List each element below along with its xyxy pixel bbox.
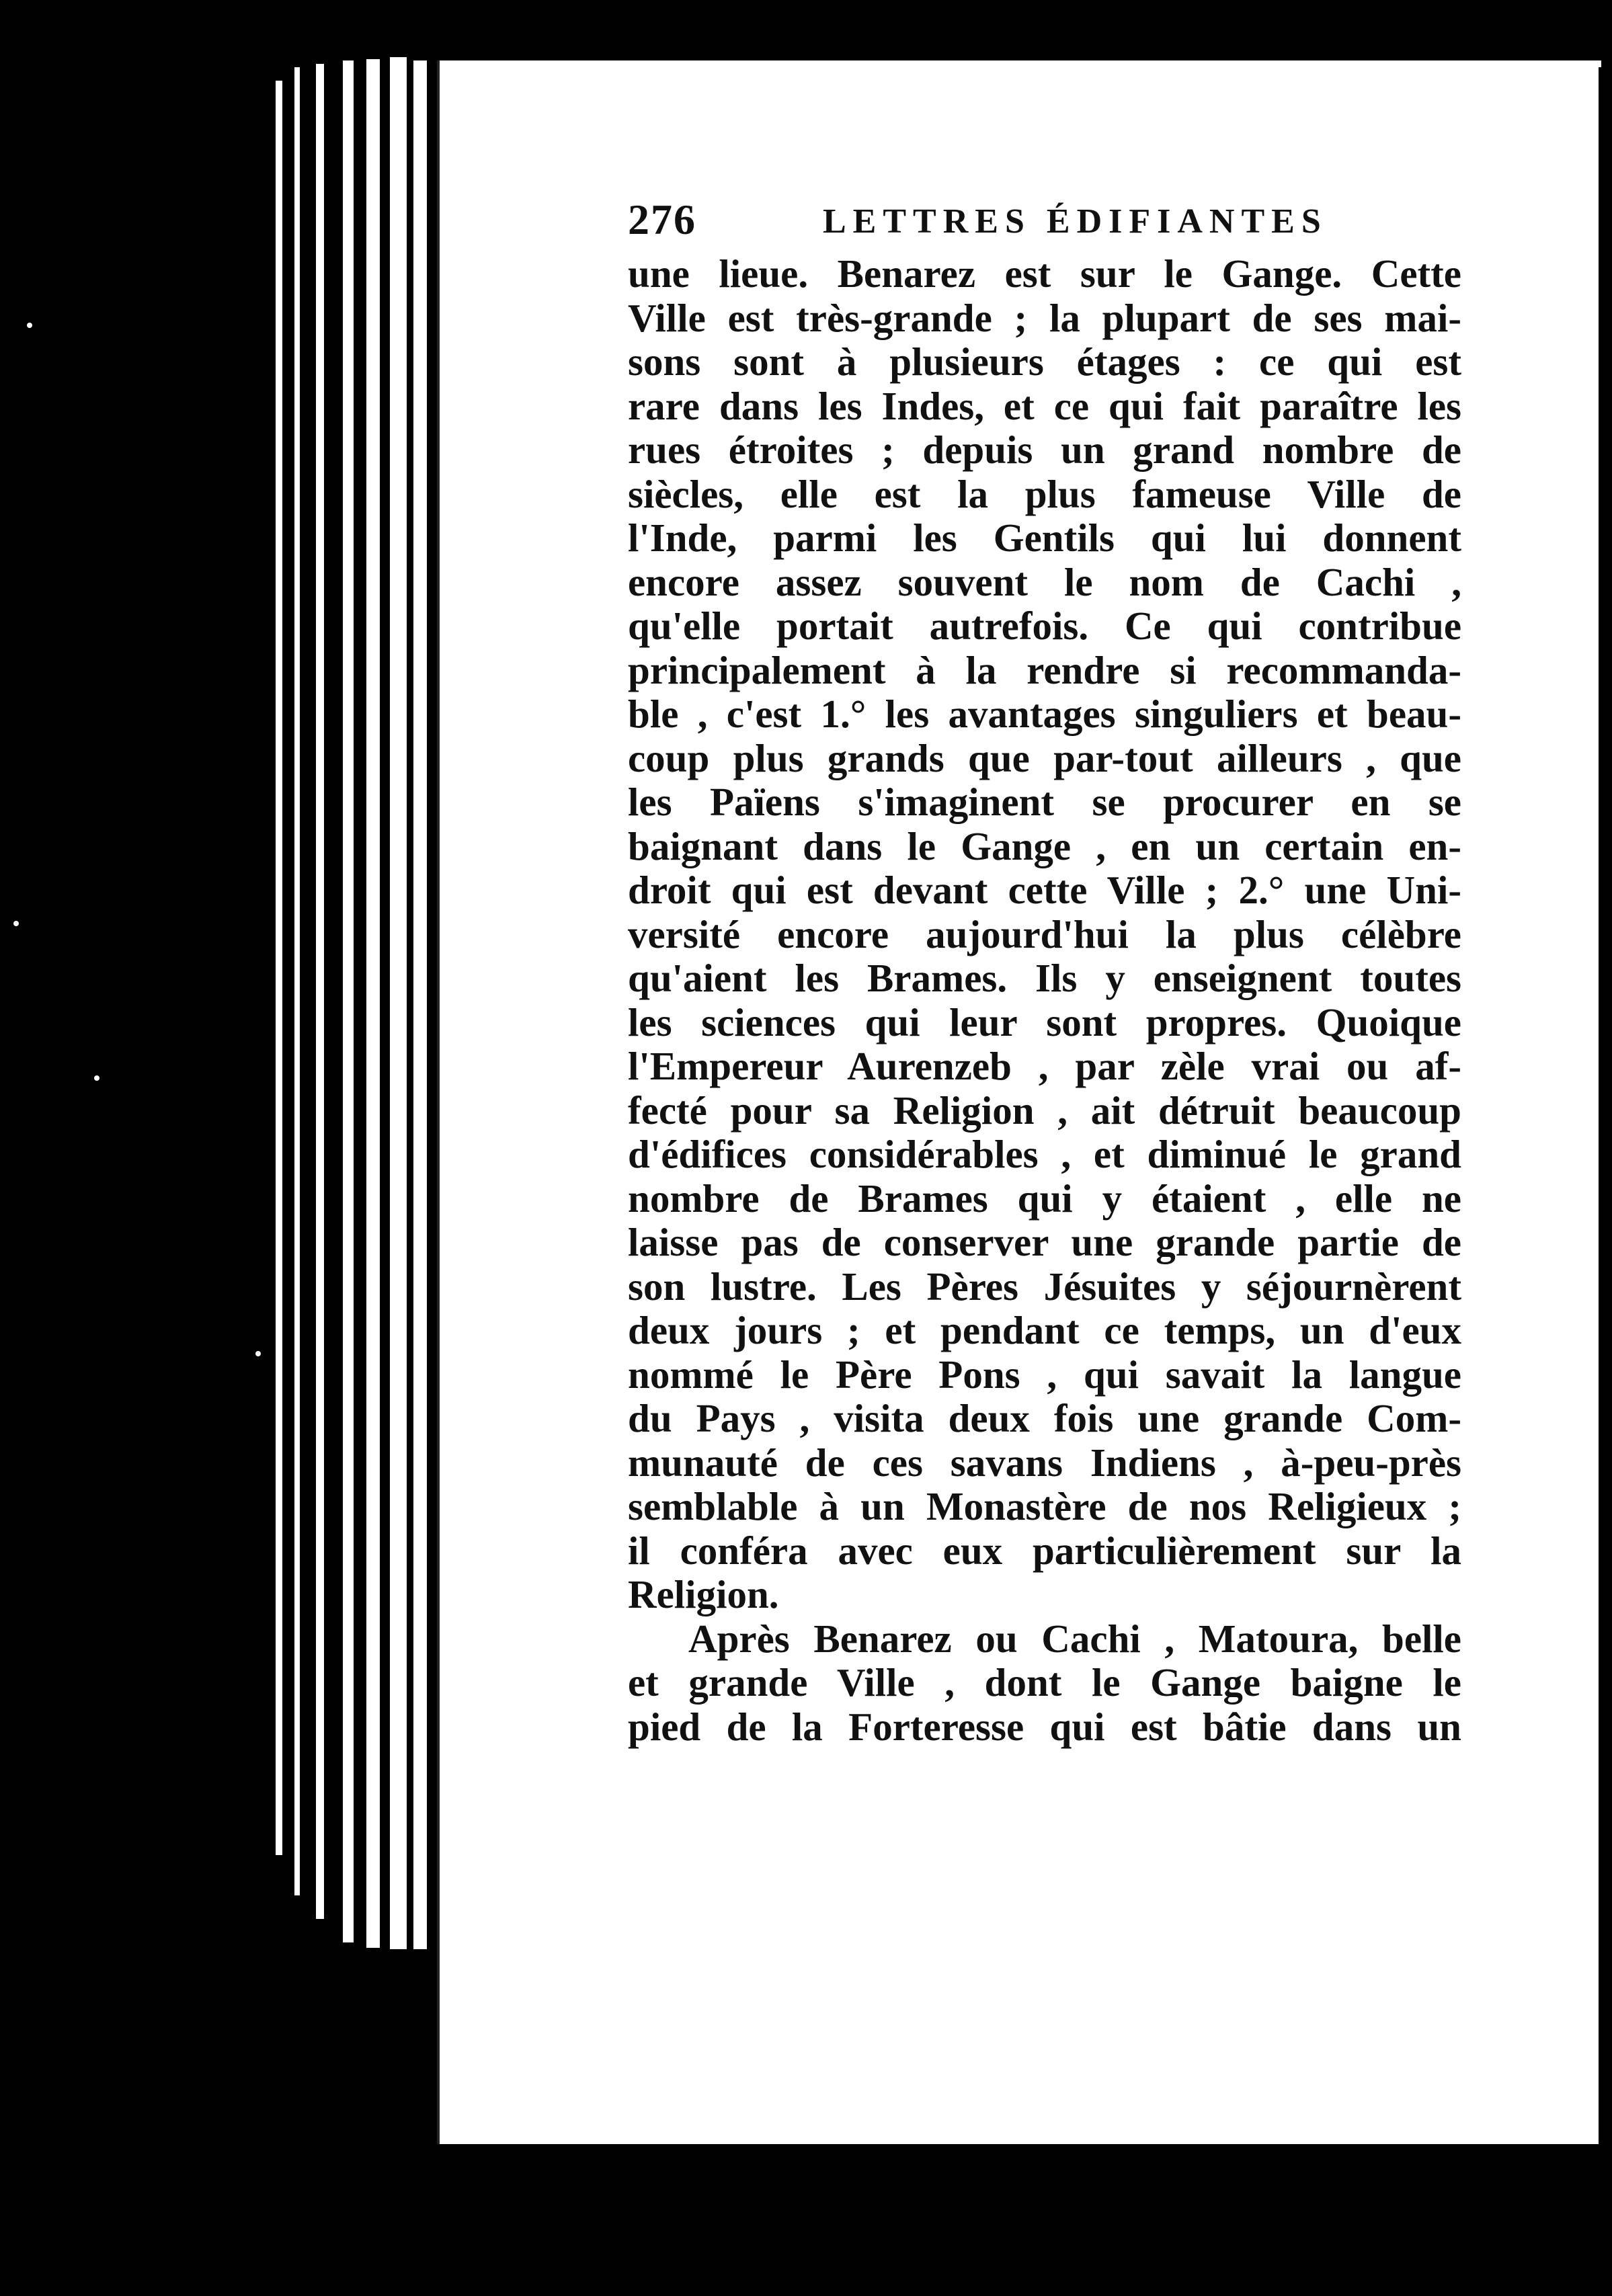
text-line: baignant dans le Gange , en un certain en- — [628, 823, 1461, 868]
text-line: coup plus grands que par-tout ailleurs , que — [628, 735, 1461, 780]
text-line: siècles, elle est la plus fameuse Ville de — [628, 471, 1461, 516]
page-edge — [316, 64, 324, 1919]
text-line: principalement à la rendre si recommanda- — [628, 647, 1461, 692]
text-line: versité encore aujourd'hui la plus célèbre — [628, 911, 1461, 956]
text-line: Ville est très-grande ; la plupart de ses mai- — [628, 295, 1461, 340]
text-line: et grande Ville , dont le Gange baigne le — [628, 1660, 1461, 1705]
text-line: qu'elle portait autrefois. Ce qui contribue — [628, 604, 1461, 648]
next-page-edge — [1599, 67, 1612, 2151]
text-line-paragraph-start: Après Benarez ou Cachi , Matoura, belle — [688, 1616, 1461, 1661]
page-edge — [390, 57, 407, 1949]
text-line: nommé le Père Pons , qui savait la langue — [628, 1352, 1461, 1397]
book-page — [437, 60, 1601, 2144]
page-edge — [294, 67, 300, 1895]
body-text — [628, 252, 1461, 1749]
page-number: 276 — [628, 196, 696, 243]
text-line: d'édifices considérables , et diminué le grand — [628, 1132, 1461, 1176]
page-edge — [276, 81, 282, 1855]
text-line: une lieue. Benarez est sur le Gange. Cette — [628, 251, 1461, 296]
margin-speck — [255, 1351, 261, 1356]
text-line: droit qui est devant cette Ville ; 2.° une Uni- — [628, 868, 1461, 912]
text-line: du Pays , visita deux fois une grande Com- — [628, 1396, 1461, 1440]
margin-speck — [27, 323, 32, 328]
text-line: fecté pour sa Religion , ait détruit beaucoup — [628, 1088, 1461, 1133]
text-line: deux jours ; et pendant ce temps, un d'eux — [628, 1308, 1461, 1352]
text-line: son lustre. Les Pères Jésuites y séjournèrent — [628, 1264, 1461, 1309]
page-edge — [366, 59, 380, 1948]
text-line: laisse pas de conserver une grande partie de — [628, 1220, 1461, 1264]
text-line: munauté de ces savans Indiens , à-peu-près — [628, 1440, 1461, 1485]
text-line: l'Empereur Aurenzeb , par zèle vrai ou af- — [628, 1044, 1461, 1088]
page-edge — [343, 60, 354, 1942]
text-line: rare dans les Indes, et ce qui fait paraître les — [628, 383, 1461, 428]
text-line: semblable à un Monastère de nos Religieux ; — [628, 1484, 1461, 1528]
text-line-paragraph-end: Religion. — [628, 1572, 779, 1616]
text-line: il conféra avec eux particulièrement sur la — [628, 1528, 1461, 1573]
page-edge — [413, 60, 427, 1949]
text-line: les Païens s'imaginent se procurer en se — [628, 780, 1461, 824]
margin-speck — [13, 921, 19, 926]
text-line: sons sont à plusieurs étages : ce qui est — [628, 339, 1461, 384]
page-header — [628, 195, 1612, 255]
text-line: nombre de Brames qui y étaient , elle ne — [628, 1176, 1461, 1221]
text-line: qu'aient les Brames. Ils y enseignent toutes — [628, 956, 1461, 1000]
text-line: pied de la Forteresse qui est bâtie dans un — [628, 1704, 1461, 1749]
text-line: les sciences qui leur sont propres. Quoique — [628, 999, 1461, 1044]
text-line: l'Inde, parmi les Gentils qui lui donnent — [628, 516, 1461, 560]
text-line: encore assez souvent le nom de Cachi , — [628, 559, 1461, 604]
running-title: LETTRES ÉDIFIANTES — [823, 202, 1328, 241]
text-line: rues étroites ; depuis un grand nombre de — [628, 427, 1461, 472]
margin-speck — [94, 1075, 99, 1081]
text-line: ble , c'est 1.° les avantages singuliers et beau- — [628, 692, 1461, 736]
